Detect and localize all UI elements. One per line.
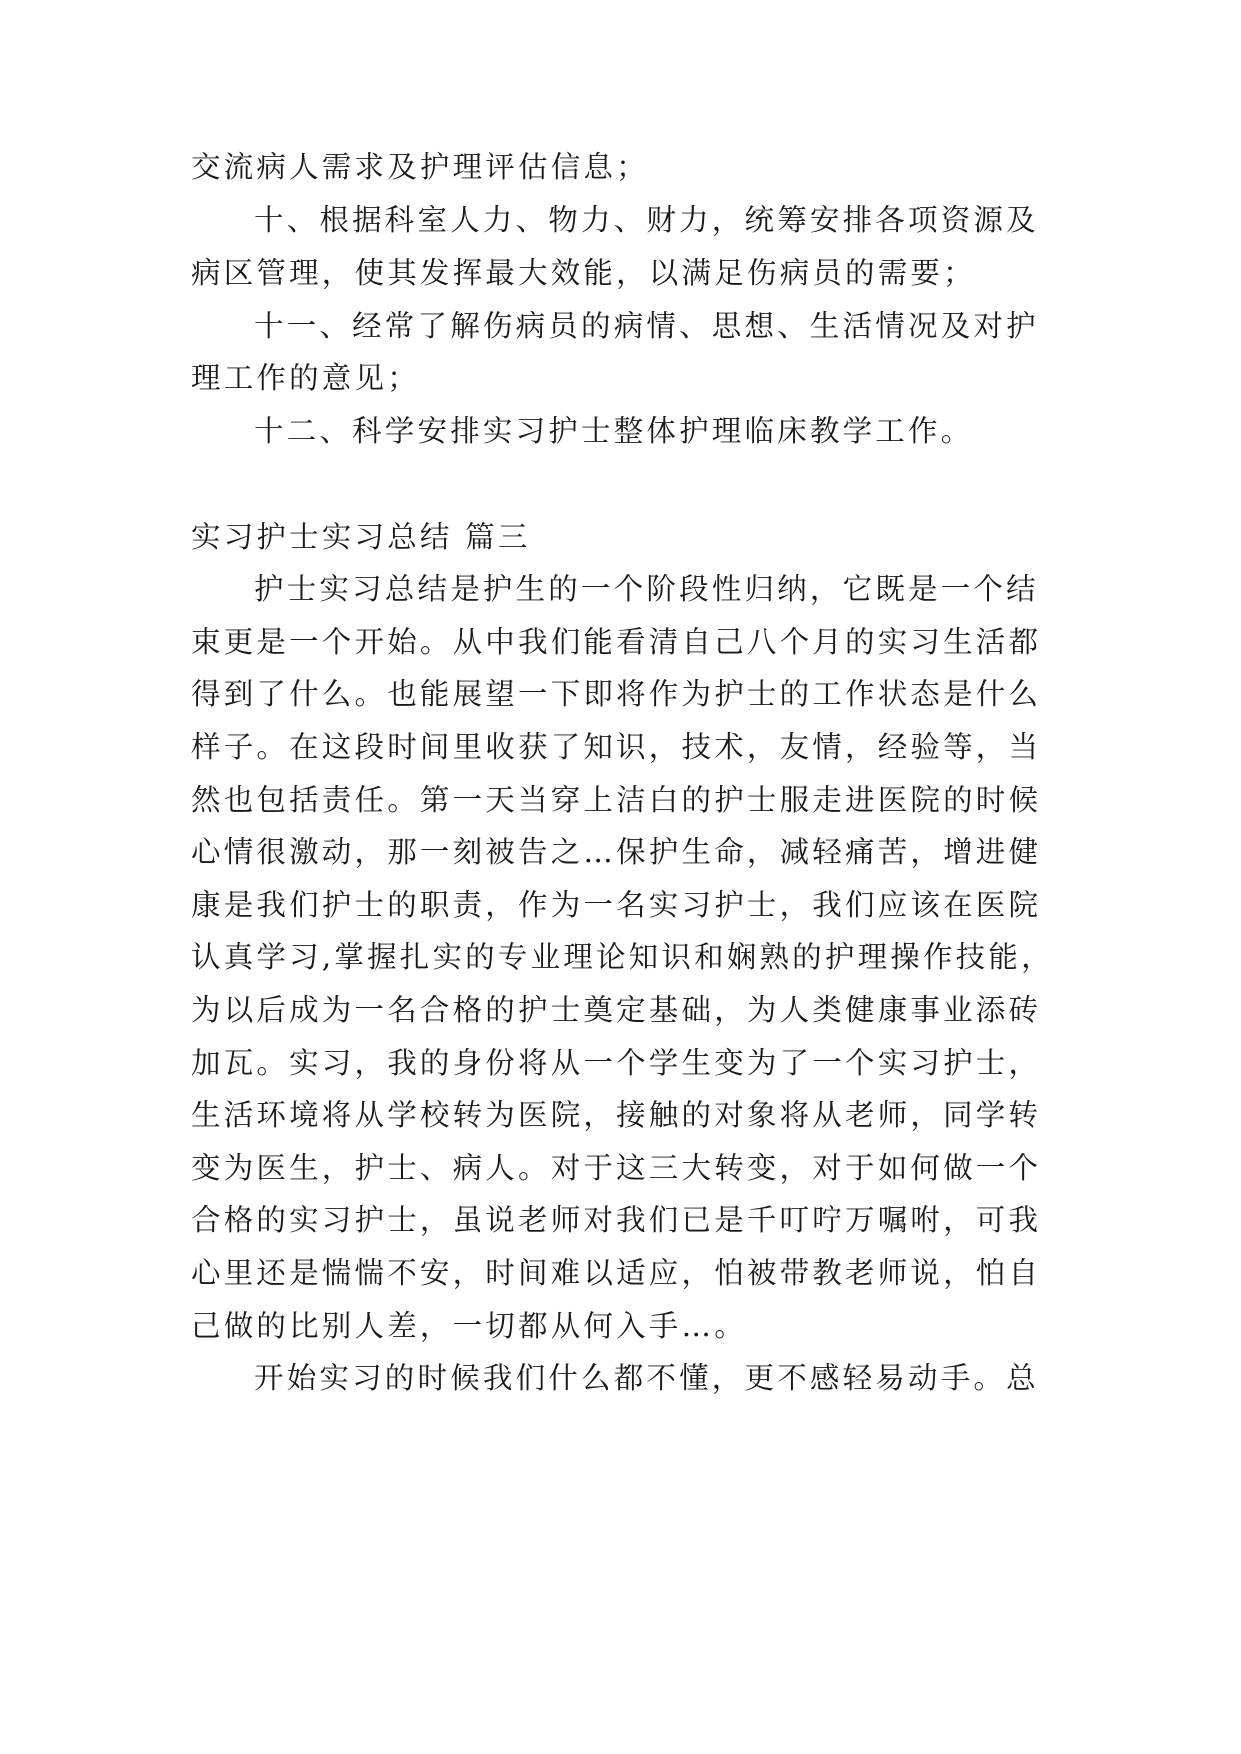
text-line: 护士实习总结是护生的一个阶段性归纳，它既是一个结 (254, 572, 1039, 606)
text-line: 交流病人需求及护理评估信息； (191, 150, 649, 184)
text-line: 病区管理，使其发挥最大效能，以满足伤病员的需要； (191, 256, 976, 290)
text-line: 理工作的意见； (191, 361, 420, 395)
text-line: 心里还是惴惴不安，时间难以适应，怕被带教老师说，怕自 (191, 1256, 1042, 1290)
text-line: 变为医生，护士、病人。对于这三大转变，对于如何做一个 (191, 1151, 1042, 1185)
text-line: 十、根据科室人力、物力、财力，统筹安排各项资源及 (254, 203, 1039, 237)
document-page (191, 0, 1054, 1754)
text-line: 合格的实习护士，虽说老师对我们已是千叮咛万嘱咐，可我 (191, 1203, 1042, 1237)
text-line: 心情很激动，那一刻被告之…保护生命，减轻痛苦，增进健 (191, 835, 1042, 869)
text-line: 康是我们护士的职责，作为一名实习护士，我们应该在医院 (191, 888, 1042, 922)
text-line: 十一、经常了解伤病员的病情、思想、生活情况及对护 (254, 309, 1039, 343)
text-line: 束更是一个开始。从中我们能看清自己八个月的实习生活都 (191, 625, 1042, 659)
text-line: 得到了什么。也能展望一下即将作为护士的工作状态是什么 (191, 677, 1042, 711)
text-line: 样子。在这段时间里收获了知识，技术，友情，经验等，当 (191, 730, 1042, 764)
text-line: 十二、科学安排实习护士整体护理临床教学工作。 (254, 414, 974, 448)
text-line: 为以后成为一名合格的护士奠定基础，为人类健康事业添砖 (191, 993, 1042, 1027)
text-line: 开始实习的时候我们什么都不懂，更不感轻易动手。总 (254, 1361, 1039, 1395)
text-line: 认真学习,掌握扎实的专业理论知识和娴熟的护理操作技能， (191, 940, 1054, 974)
text-line: 加瓦。实习，我的身份将从一个学生变为了一个实习护士， (191, 1046, 1042, 1080)
text-line: 生活环境将从学校转为医院，接触的对象将从老师，同学转 (191, 1098, 1042, 1132)
section-heading: 实习护士实习总结 篇三 (191, 520, 531, 554)
text-line: 己做的比别人差，一切都从何入手…。 (191, 1309, 747, 1343)
text-line: 然也包括责任。第一天当穿上洁白的护士服走进医院的时候 (191, 783, 1042, 817)
